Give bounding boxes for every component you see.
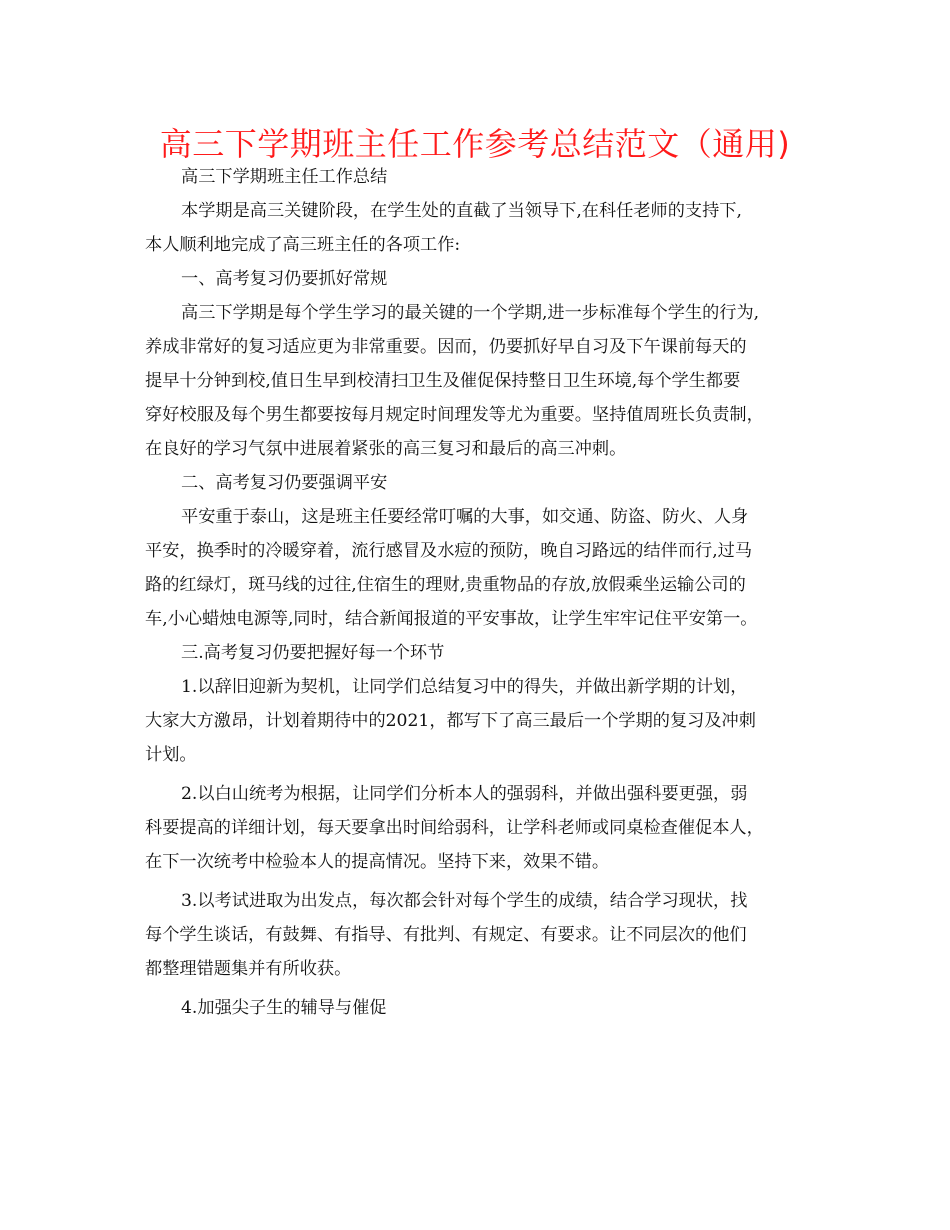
document-body (145, 160, 815, 1025)
list-item-line: 每个学生谈话，有鼓舞、有指导、有批判、有规定、有要求。让不同层次的他们 (145, 925, 747, 945)
paragraph-line: 高三下学期是每个学生学习的最关键的一个学期,进一步标准每个学生的行为, (181, 303, 760, 323)
list-item-line: 1.以辞旧迎新为契机，让同学们总结复习中的得失，并做出新学期的计划， (181, 677, 748, 697)
paragraph-line: 养成非常好的复习适应更为非常重要。因而，仍要抓好早自习及下午课前每天的 (145, 337, 747, 357)
section-heading: 三.高考复习仍要把握好每一个环节 (181, 643, 445, 663)
paragraph-line: 本人顺利地完成了高三班主任的各项工作: (145, 235, 461, 255)
section-heading: 一、高考复习仍要抓好常规 (181, 269, 388, 289)
list-item-line: 3.以考试进取为出发点，每次都会针对每个学生的成绩，结合学习现状，找 (181, 891, 748, 911)
list-item-line: 大家大方激昂，计划着期待中的2021，都写下了高三最后一个学期的复习及冲刺 (145, 711, 756, 731)
list-item-line: 2.以白山统考为根据，让同学们分析本人的强弱科，并做出强科要更强，弱 (181, 784, 748, 804)
paragraph-line: 提早十分钟到校,值日生早到校清扫卫生及催促保持整日卫生环境,每个学生都要 (145, 371, 741, 391)
list-item-line: 计划。 (145, 745, 197, 765)
section-heading: 二、高考复习仍要强调平安 (181, 473, 388, 493)
paragraph-line: 在良好的学习气氛中进展着紧张的高三复习和最后的高三冲刺。 (145, 439, 627, 459)
list-item-line: 4.加强尖子生的辅导与催促 (181, 998, 387, 1018)
paragraph-line: 平安，换季时的冷暖穿着，流行感冒及水痘的预防，晚自习路远的结伴而行,过马 (145, 541, 753, 561)
paragraph-line: 路的红绿灯，斑马线的过往,住宿生的理财,贵重物品的存放,放假乘坐运输公司的 (145, 575, 746, 595)
paragraph-line: 平安重于泰山，这是班主任要经常叮嘱的大事，如交通、防盗、防火、人身 (181, 507, 749, 527)
subtitle-line: 高三下学期班主任工作总结 (181, 167, 388, 187)
list-item-line: 都整理错题集并有所收获。 (145, 959, 352, 979)
document-title: 高三下学期班主任工作参考总结范文（通用) (159, 125, 791, 163)
list-item-line: 科要提高的详细计划，每天要拿出时间给弱科，让学科老师或同桌检查催促本人， (145, 818, 764, 838)
paragraph-line: 车,小心蜡烛电源等,同时，结合新闻报道的平安事故，让学生牢牢记住平安第一。 (145, 609, 758, 629)
list-item-line: 在下一次统考中检验本人的提高情况。坚持下来，效果不错。 (145, 852, 610, 872)
paragraph-line: 本学期是高三关键阶段，在学生处的直截了当领导下,在科任老师的支持下, (181, 201, 742, 221)
paragraph-line: 穿好校服及每个男生都要按每月规定时间理发等尤为重要。坚持值周班长负责制， (145, 405, 764, 425)
